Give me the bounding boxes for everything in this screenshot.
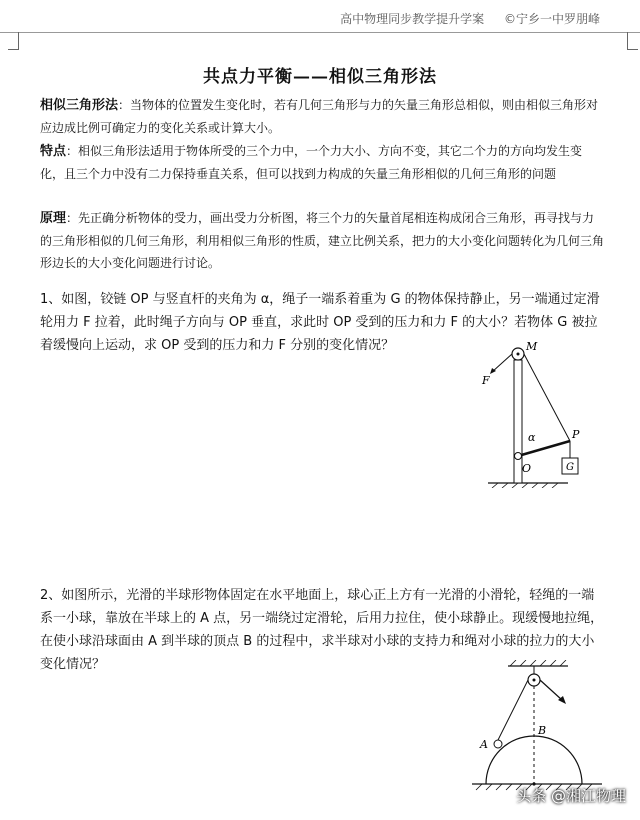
header-author: ©宁乡一中罗朋峰	[503, 12, 600, 26]
principle-label: 原理	[40, 211, 67, 226]
principle-paragraph	[40, 207, 605, 274]
method-paragraph	[40, 94, 605, 139]
question-2: 2、如图所示，光滑的半球形物体固定在水平地面上，球心正上方有一光滑的小滑轮，轻绳的一端系一小球，靠放在半球上的 A 点，另一端绕过定滑轮，后用力拉住，使小球静止。现缓慢地拉绳，在使小球沿球面由 A 到半球的顶点 B 的过程中，求半球对小球的支持力和绳对小球的拉力的大小变化情况？	[40, 588, 604, 672]
figure-1-diagram	[478, 338, 618, 488]
crop-mark	[628, 49, 638, 50]
label-M: M	[526, 340, 538, 353]
page-title: 共点力平衡——相似三角形法	[203, 67, 437, 87]
header-rule	[0, 32, 640, 33]
label-F: F	[482, 374, 490, 387]
label-alpha: α	[528, 431, 536, 444]
feature-paragraph	[40, 140, 605, 185]
header-course-title: 高中物理同步教学提升学案	[340, 12, 485, 26]
crop-mark	[8, 49, 18, 50]
method-text: ：当物体的位置发生变化时，若有几何三角形与力的矢量三角形总相似，则由相似三角形对应边成比例可确定力的变化关系或计算大小。	[40, 98, 599, 135]
label-G: G	[566, 462, 574, 473]
label-P: P	[572, 428, 580, 441]
watermark: 头条 @湘江物理	[516, 787, 626, 805]
label-O: O	[522, 462, 532, 475]
feature-label: 特点	[40, 144, 67, 159]
crop-mark	[18, 32, 19, 50]
feature-text: ：相似三角形法适用于物体所受的三个力中，一个力大小、方向不变，其它二个力的方向均发生变化，且三个力中没有二力保持垂直关系，但可以找到力构成的矢量三角形相似的几何三角形的问题	[40, 144, 583, 181]
figure-2-diagram	[468, 660, 608, 800]
label-A: A	[480, 738, 488, 751]
question-1: 1、如图，铰链 OP 与竖直杆的夹角为 α，绳子一端系着重为 G 的物体保持静止，另一端通过定滑轮用力 F 拉着，此时绳子方向与 OP 垂直，求此时 OP 受到的压力和力 F 的大小？若物体 G 被拉着缓慢向上运动，求 OP 受到的压力和力 F 分别的变化情况？	[40, 292, 600, 353]
page-header	[324, 10, 600, 27]
principle-text: ：先正确分析物体的受力，画出受力分析图，将三个力的矢量首尾相连构成闭合三角形，再寻找与力的三角形相似的几何三角形，利用相似三角形的性质，建立比例关系，把力的大小变化问题转化为几何三角形边长的大小变化问题进行讨论。	[40, 211, 605, 270]
crop-mark	[627, 32, 628, 50]
method-label: 相似三角形法	[40, 98, 119, 113]
label-B: B	[538, 724, 547, 737]
